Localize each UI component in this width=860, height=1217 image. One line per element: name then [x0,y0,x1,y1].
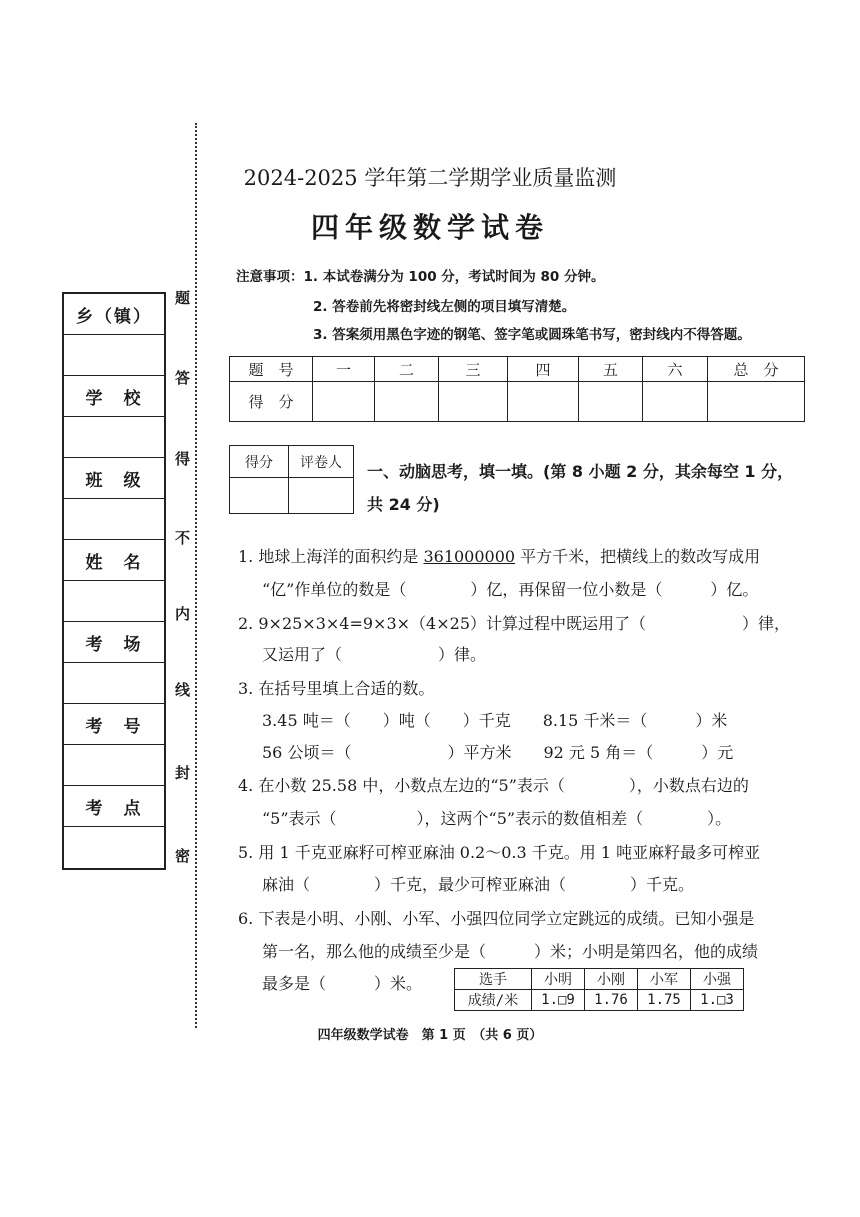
question-5-line-2: 麻油（ ）千克，最少可榨亚麻油（ ）千克。 [262,875,695,894]
seal-char: 题 [175,289,191,307]
grader-name-cell[interactable] [289,478,354,514]
question-3-line-1: 3. 在括号里填上合适的数。 [238,679,435,698]
jump-header: 小明 [532,969,585,990]
notice-line-2: 2. 答卷前先将密封线左侧的项目填写清楚。 [313,299,576,315]
question-1-text-b: 平方千米，把横线上的数改写成用 [515,547,761,566]
field-township-blank[interactable] [64,335,164,376]
jump-value: 1.□9 [532,990,585,1011]
field-exam-number-blank[interactable] [64,745,164,786]
question-1-text-a: 1. 地球上海洋的面积约是 [238,547,424,566]
jump-score-table [454,968,744,1011]
score-cell[interactable] [643,382,708,422]
score-cell[interactable] [579,382,643,422]
field-exam-site: 考 点 [64,786,164,827]
field-exam-room-blank[interactable] [64,663,164,704]
field-name-blank[interactable] [64,581,164,622]
seal-char: 内 [175,605,191,623]
score-header: 三 [439,357,508,382]
grader-name-header: 评卷人 [289,446,354,478]
field-exam-site-blank[interactable] [64,827,164,868]
grader-score-header: 得分 [230,446,289,478]
grader-score-cell[interactable] [230,478,289,514]
score-header: 总 分 [708,357,805,382]
field-exam-number: 考 号 [64,704,164,745]
score-header: 题 号 [230,357,313,382]
seal-char: 线 [175,681,191,699]
seal-char: 密 [175,847,191,865]
score-cell[interactable] [508,382,579,422]
score-cell[interactable] [375,382,439,422]
notice-line-3: 3. 答案须用黑色字迹的钢笔、签字笔或圆珠笔书写，密封线内不得答题。 [313,327,751,343]
score-row-label: 得 分 [230,382,313,422]
grader-table [229,445,354,514]
question-3-line-3: 56 公顷＝（ ）平方米 92 元 5 角＝（ ）元 [262,743,734,762]
question-6-line-3: 最多是（ ）米。 [262,974,423,993]
question-4-line-2: “5”表示（ ），这两个“5”表示的数值相差（ ）。 [262,809,732,828]
seal-char: 不 [175,529,191,547]
field-class: 班 级 [64,458,164,499]
seal-dotted-line [195,123,197,1028]
field-name: 姓 名 [64,540,164,581]
jump-header: 小强 [691,969,744,990]
score-cell[interactable] [313,382,375,422]
score-header: 六 [643,357,708,382]
score-header: 四 [508,357,579,382]
page-footer: 四年级数学试卷 第 1 页 （共 6 页） [317,1028,543,1043]
question-1-number: 361000000 [423,547,516,566]
jump-header: 小军 [638,969,691,990]
question-3-line-2: 3.45 吨＝（ ）吨（ ）千克 8.15 千米＝（ ）米 [262,711,728,730]
score-header: 五 [579,357,643,382]
jump-row-label: 成绩/米 [455,990,532,1011]
score-table [229,356,805,422]
binding-info-table [62,292,166,870]
question-2-line-2: 又运用了（ ）律。 [262,645,487,664]
question-6-line-2: 第一名，那么他的成绩至少是（ ）米；小明是第四名，他的成绩 [262,942,759,961]
field-school-blank[interactable] [64,417,164,458]
score-header: 一 [313,357,375,382]
field-school: 学 校 [64,376,164,417]
seal-char: 答 [175,369,191,387]
notice-line-1: 注意事项：1. 本试卷满分为 100 分，考试时间为 80 分钟。 [236,269,605,285]
seal-char: 封 [175,764,191,782]
jump-header: 小刚 [585,969,638,990]
exam-subtitle: 2024-2025 学年第二学期学业质量监测 [243,166,617,190]
question-1-line-2: “亿”作单位的数是（ ）亿，再保留一位小数是（ ）亿。 [262,580,759,599]
question-2-line-1: 2. 9×25×3×4=9×3×（4×25）计算过程中既运用了（ ）律， [238,614,790,633]
question-5-line-1: 5. 用 1 千克亚麻籽可榨亚麻油 0.2～0.3 千克。用 1 吨亚麻籽最多可榨亚 [238,843,761,862]
jump-value: 1.76 [585,990,638,1011]
exam-title: 四年级数学试卷 [310,211,549,244]
jump-value: 1.75 [638,990,691,1011]
field-exam-room: 考 场 [64,622,164,663]
seal-char: 得 [175,450,191,468]
question-6-line-1: 6. 下表是小明、小刚、小军、小强四位同学立定跳远的成绩。已知小强是 [238,909,755,928]
score-header: 二 [375,357,439,382]
field-class-blank[interactable] [64,499,164,540]
score-cell[interactable] [439,382,508,422]
jump-value: 1.□3 [691,990,744,1011]
section-1-title: 一、动脑思考，填一填。(第 8 小题 2 分，其余每空 1 分，共 24 分) [367,462,794,514]
score-cell[interactable] [708,382,805,422]
field-township: 乡（镇） [64,294,164,335]
question-1-line-1 [238,544,760,567]
jump-header: 选手 [455,969,532,990]
question-4-line-1: 4. 在小数 25.58 中，小数点左边的“5”表示（ ），小数点右边的 [238,776,749,795]
